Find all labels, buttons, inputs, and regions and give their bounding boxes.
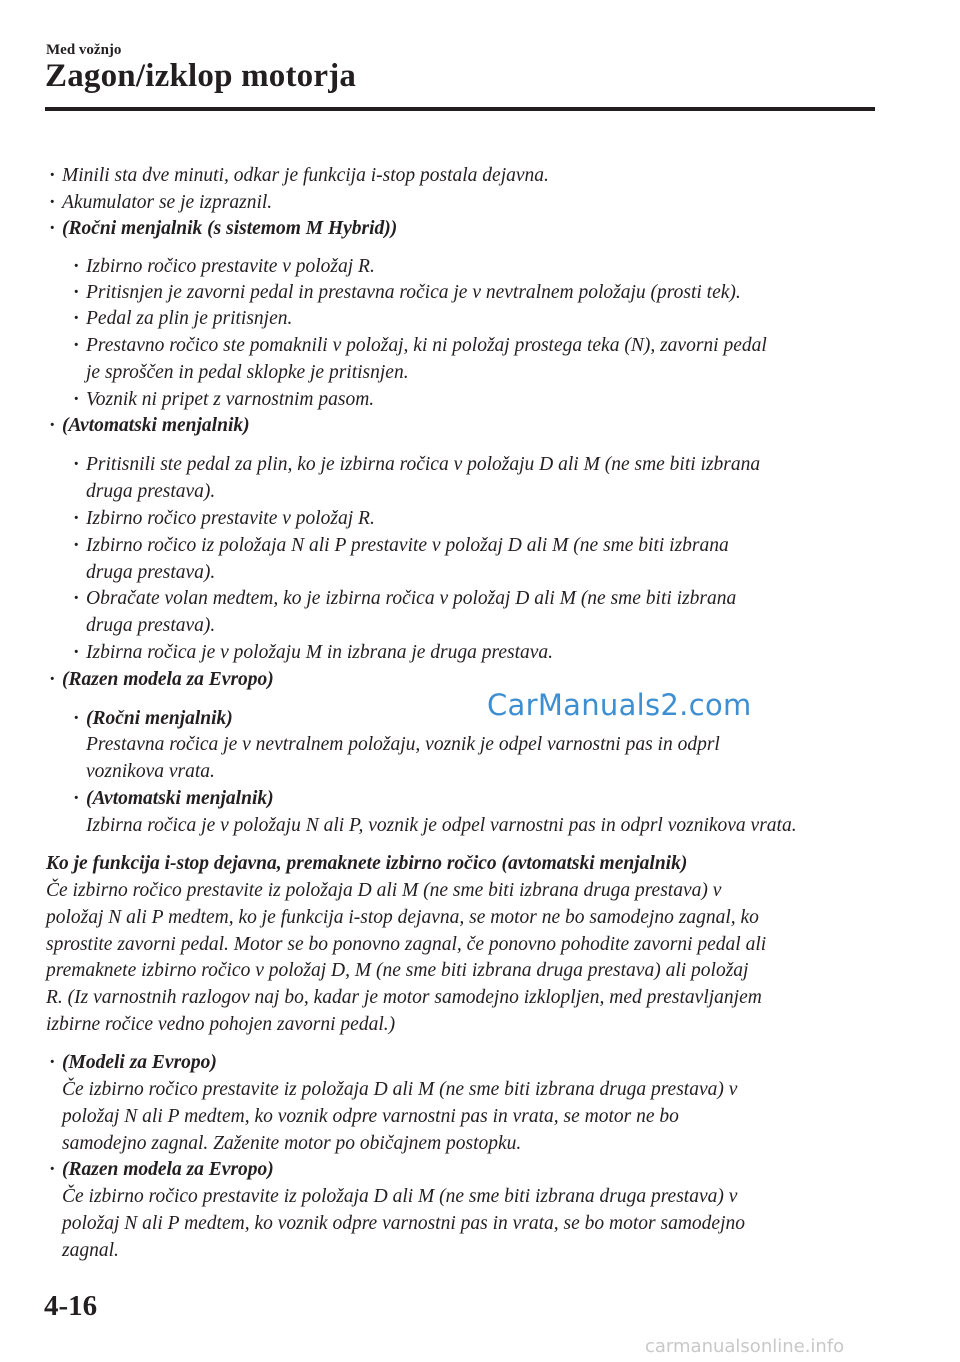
page-title: Zagon/izklop motorja bbox=[45, 58, 357, 94]
list-item-heading-text: (Razen modela za Evropo) bbox=[62, 1159, 274, 1180]
list-item: · Izbirno ročico prestavite v položaj R. bbox=[86, 506, 375, 532]
list-item-continuation: položaj N ali P medtem, ko voznik odpre varnostni pas in vrata, se bo motor samodejno bbox=[62, 1213, 745, 1234]
list-item-heading bbox=[62, 667, 274, 693]
list-item-heading bbox=[86, 706, 233, 732]
list-item: · Pritisnili ste pedal za plin, ko je izbirna ročica v položaju D ali M (ne sme biti izbrana bbox=[86, 452, 760, 478]
list-item: · Izbirna ročica je v položaju M in izbrana je druga prestava. bbox=[86, 640, 553, 666]
list-item: · Obračate volan medtem, ko je izbirna ročica v položaj D ali M (ne sme biti izbrana bbox=[86, 586, 736, 612]
paragraph-heading-text: Ko je funkcija i-stop dejavna, premaknete izbirno ročico (avtomatski menjalnik) bbox=[46, 853, 688, 874]
section-label: Med vožnjo bbox=[46, 42, 122, 58]
paragraph-heading bbox=[46, 851, 687, 877]
list-item-continuation: druga prestava). bbox=[86, 615, 216, 636]
title-rule bbox=[45, 107, 875, 111]
list-item-continuation: samodejno zagnal. Zaženite motor po običajnem postopku. bbox=[62, 1133, 522, 1154]
list-item: · Prestavno ročico ste pomaknili v položaj, ki ni položaj prostega teka (N), zavorni pedal bbox=[86, 333, 767, 359]
list-item-continuation: voznikova vrata. bbox=[86, 761, 215, 782]
watermark-logo: CarManuals2.com bbox=[487, 688, 752, 722]
list-item-continuation: položaj N ali P medtem, ko voznik odpre varnostni pas in vrata, se motor ne bo bbox=[62, 1106, 679, 1127]
list-item-heading bbox=[62, 216, 397, 242]
paragraph-line: premaknete izbirno ročico v položaj D, M (ne sme biti izbrana druga prestava) ali položaj bbox=[46, 960, 749, 981]
list-item-continuation: druga prestava). bbox=[86, 481, 216, 502]
list-item: · Minili sta dve minuti, odkar je funkcija i-stop postala dejavna. bbox=[62, 163, 549, 189]
list-item: · Izbirno ročico prestavite v položaj R. bbox=[86, 254, 375, 280]
list-item-heading-text: (Avtomatski menjalnik) bbox=[86, 788, 274, 809]
list-item-continuation: zagnal. bbox=[62, 1240, 119, 1261]
list-item-heading bbox=[86, 786, 274, 812]
list-item: · Voznik ni pripet z varnostnim pasom. bbox=[86, 387, 374, 413]
paragraph-line: položaj N ali P medtem, ko je funkcija i-stop dejavna, se motor ne bo samodejno zagnal, ko bbox=[46, 907, 759, 928]
list-item-continuation: je sproščen in pedal sklopke je pritisnjen. bbox=[86, 362, 409, 383]
footer-site-watermark: carmanualsonline.info bbox=[645, 1336, 845, 1357]
list-item-heading bbox=[62, 1157, 274, 1183]
paragraph-line: sprostite zavorni pedal. Motor se bo ponovno zagnal, če ponovno pohodite zavorni pedal ali bbox=[46, 934, 767, 955]
list-item-heading bbox=[62, 1050, 217, 1076]
list-item-continuation: druga prestava). bbox=[86, 562, 216, 583]
list-item-heading bbox=[62, 413, 250, 439]
list-item-continuation: Prestavna ročica je v nevtralnem položaju, voznik je odpel varnostni pas in odprl bbox=[86, 734, 720, 755]
list-item-heading-text: (Razen modela za Evropo) bbox=[62, 669, 274, 690]
list-item: · Izbirno ročico iz položaja N ali P prestavite v položaj D ali M (ne sme biti izbrana bbox=[86, 533, 729, 559]
paragraph-line: izbirne ročice vedno pohojen zavorni pedal.) bbox=[46, 1014, 396, 1035]
paragraph-line: R. (Iz varnostnih razlogov naj bo, kadar je motor samodejno izklopljen, med prestavljanjem bbox=[46, 987, 762, 1008]
page-number: 4-16 bbox=[44, 1290, 98, 1322]
list-item: · Pritisnjen je zavorni pedal in prestavna ročica je v nevtralnem položaju (prosti tek). bbox=[86, 280, 741, 306]
list-item-continuation: Če izbirno ročico prestavite iz položaja D ali M (ne sme biti izbrana druga prestava) v bbox=[62, 1079, 738, 1100]
list-item-heading-text: (Ročni menjalnik) bbox=[86, 708, 233, 729]
list-item-heading-text: (Avtomatski menjalnik) bbox=[62, 415, 250, 436]
list-item-continuation: Izbirna ročica je v položaju N ali P, voznik je odpel varnostni pas in odprl voznikova vrata. bbox=[86, 815, 797, 836]
paragraph-line: Če izbirno ročico prestavite iz položaja D ali M (ne sme biti izbrana druga prestava) v bbox=[46, 880, 722, 901]
list-item-heading-text: (Ročni menjalnik (s sistemom M Hybrid)) bbox=[62, 218, 398, 239]
list-item: · Pedal za plin je pritisnjen. bbox=[86, 306, 292, 332]
list-item: · Akumulator se je izpraznil. bbox=[62, 190, 272, 216]
list-item-heading-text: (Modeli za Evropo) bbox=[62, 1052, 217, 1073]
list-item-continuation: Če izbirno ročico prestavite iz položaja D ali M (ne sme biti izbrana druga prestava) v bbox=[62, 1186, 738, 1207]
